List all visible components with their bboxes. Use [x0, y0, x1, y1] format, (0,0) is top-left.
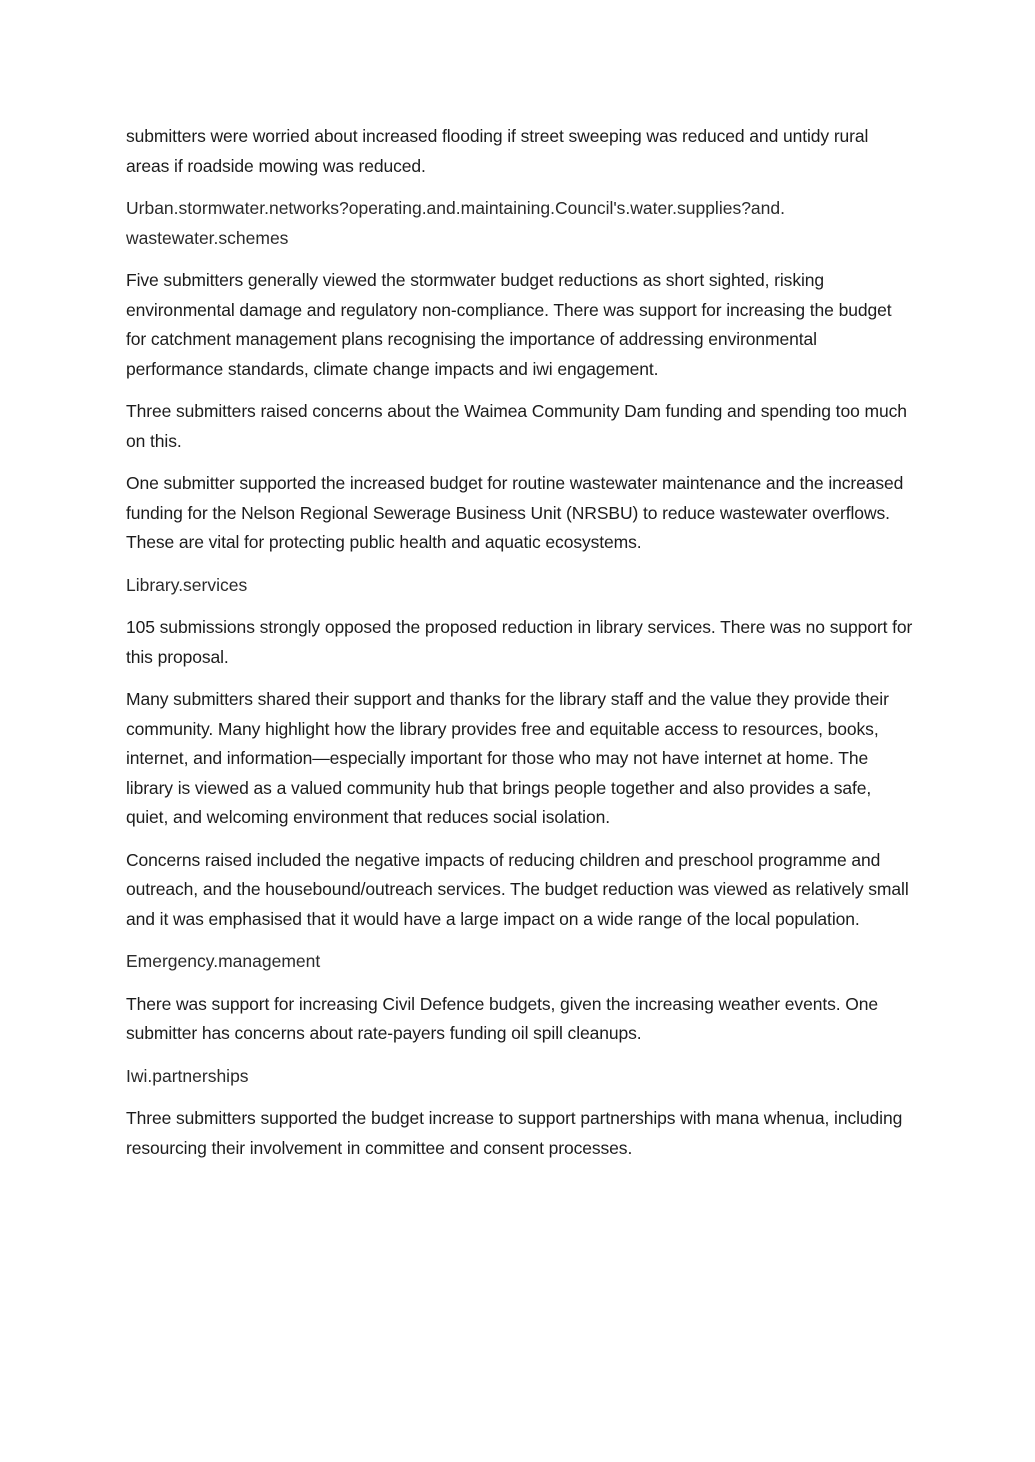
paragraph-civil-defence: There was support for increasing Civil Defence budgets, given the increasing weather events. One submitter has concerns about rate-payers funding oil spill cleanups.: [126, 993, 879, 1043]
paragraph-flooding: submitters were worried about increased flooding if street sweeping was reduced and untidy rural areas if roadside mowing was reduced.: [126, 126, 869, 176]
paragraph-library-opposition: 105 submissions strongly opposed the proposed reduction in library services. There was no support for this proposal.: [126, 617, 913, 667]
document-page: [126, 122, 916, 1176]
heading-library-services: Library.services: [126, 574, 248, 595]
heading-emergency-management: Emergency.management: [126, 951, 321, 971]
paragraph-library-support: Many submitters shared their support and thanks for the library staff and the value they provide their community. Many highlight how the library provides free and equitable access to resources, books, internet, and information—especially important for those who may not have internet at home. The library is viewed as a valued community hub that brings people together and also provides a safe, quiet, and welcoming environment that reduces social isolation.: [126, 689, 889, 827]
paragraph-library-concerns: Concerns raised included the negative impacts of reducing children and preschool programme and outreach, and the housebound/outreach services. The budget reduction was viewed as relatively small and it was emphasised that it would have a large impact on a wide range of the local population.: [126, 849, 909, 929]
paragraph-wastewater-maintenance: One submitter supported the increased budget for routine wastewater maintenance and the increased funding for the Nelson Regional Sewerage Business Unit (NRSBU) to reduce wastewater overflows. These are vital for protecting public health and aquatic ecosystems.: [126, 473, 904, 552]
paragraph-iwi-partnerships: Three submitters supported the budget increase to support partnerships with mana whenua, including resourcing their involvement in committee and consent processes.: [126, 1108, 903, 1158]
paragraph-stormwater-reductions: Five submitters generally viewed the stormwater budget reductions as short sighted, risking environmental damage and regulatory non-compliance. There was support for increasing the budget for catchment management plans recognising the importance of addressing environmental performance standards, climate change impacts and iwi engagement.: [126, 270, 892, 379]
paragraph-waimea-dam: Three submitters raised concerns about the Waimea Community Dam funding and spending too much on this.: [126, 401, 907, 451]
heading-urban-stormwater: Urban.stormwater.networks?operating.and.maintaining.Council's.water.supplies?and. wastewater.schemes: [126, 198, 785, 248]
heading-iwi-partnerships: Iwi.partnerships: [126, 1065, 249, 1086]
